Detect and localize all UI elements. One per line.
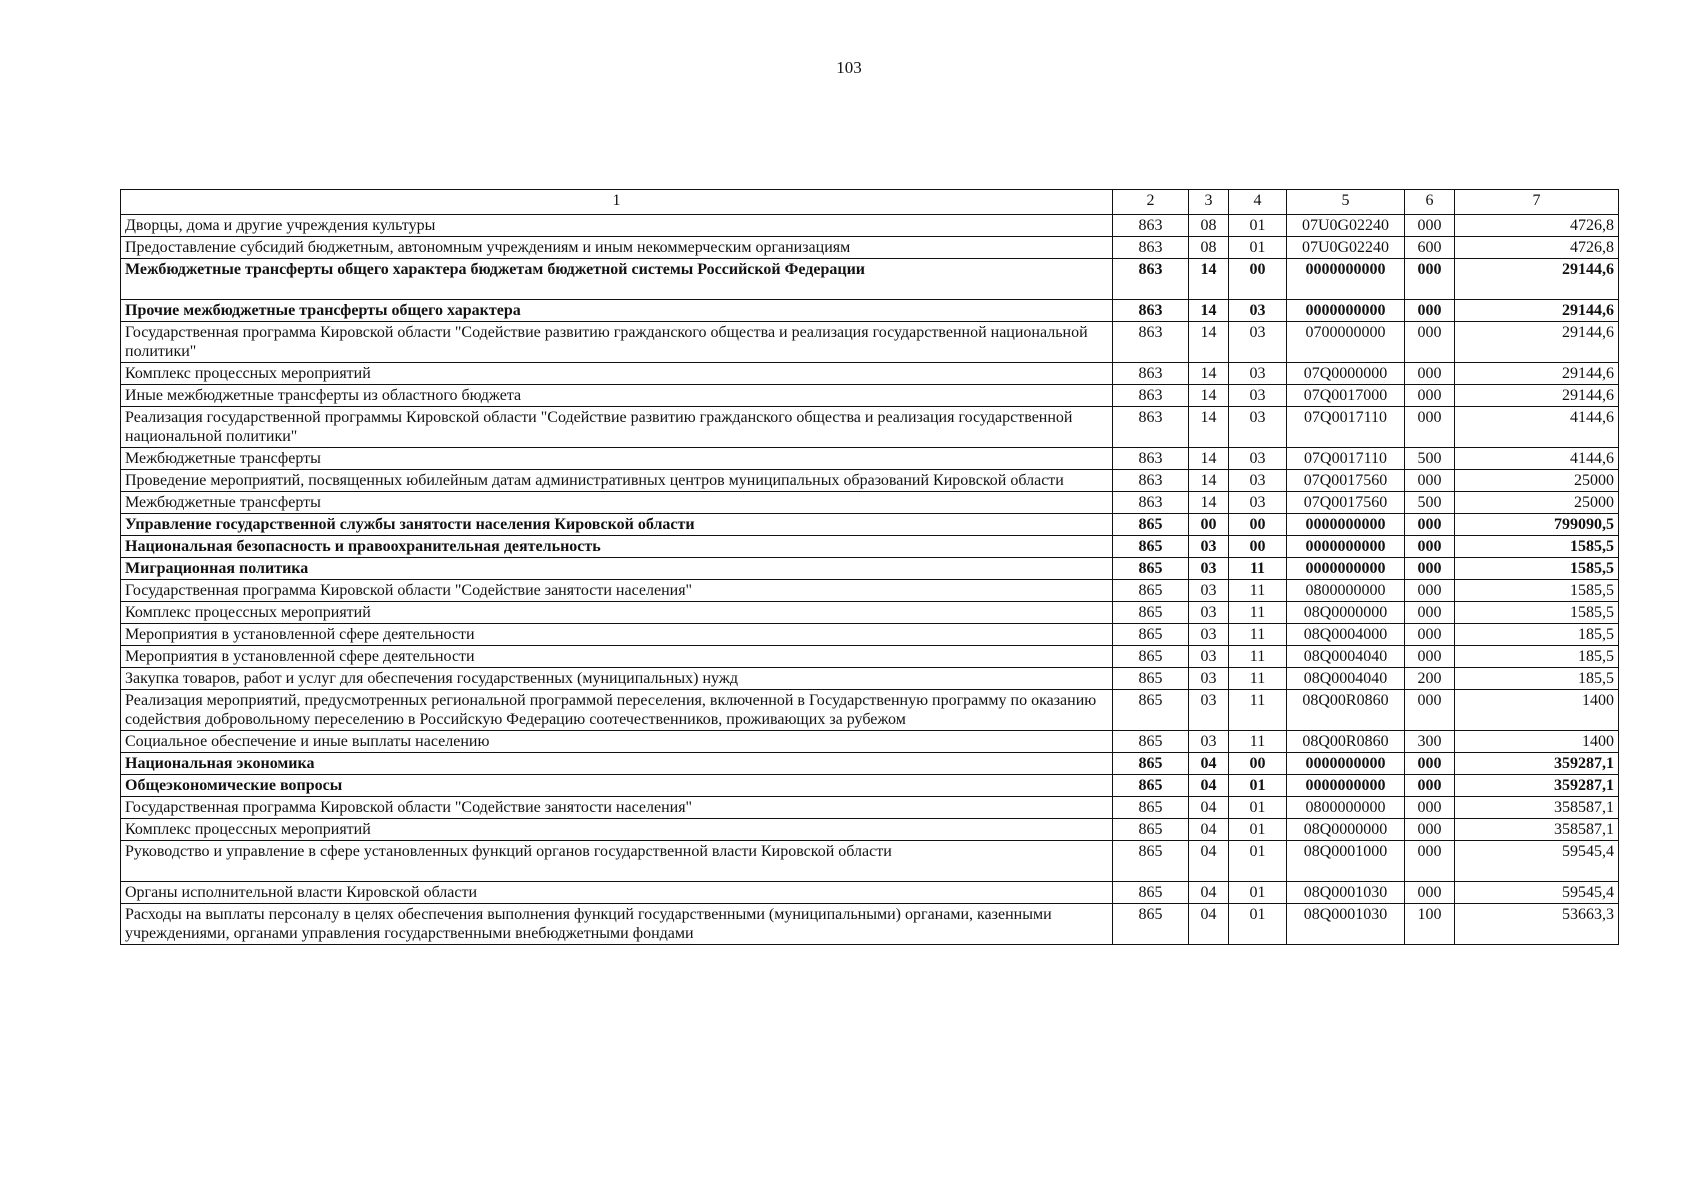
target-article-cell: 08Q0004040 [1287, 668, 1405, 690]
amount-cell: 59545,4 [1455, 882, 1619, 904]
row-name-cell: Государственная программа Кировской области "Содействие развитию гражданского общества и реализация государственной национальной политики" [121, 322, 1113, 363]
expense-type-cell: 000 [1405, 407, 1455, 448]
expense-type-cell: 500 [1405, 492, 1455, 514]
amount-cell: 29144,6 [1455, 363, 1619, 385]
table-row [121, 797, 1619, 819]
expense-type-cell: 000 [1405, 646, 1455, 668]
expense-type-cell: 200 [1405, 668, 1455, 690]
subsection-code-cell: 00 [1229, 259, 1287, 300]
ministry-code-cell: 865 [1113, 819, 1189, 841]
expense-type-cell: 000 [1405, 602, 1455, 624]
ministry-code-cell: 863 [1113, 385, 1189, 407]
section-code-cell: 14 [1189, 259, 1229, 300]
target-article-cell: 0000000000 [1287, 558, 1405, 580]
subsection-code-cell: 03 [1229, 363, 1287, 385]
expense-type-cell: 100 [1405, 904, 1455, 945]
ministry-code-cell: 865 [1113, 882, 1189, 904]
table-row [121, 753, 1619, 775]
ministry-code-cell: 865 [1113, 602, 1189, 624]
ministry-code-cell: 865 [1113, 797, 1189, 819]
expense-type-cell: 600 [1405, 237, 1455, 259]
table-row [121, 300, 1619, 322]
amount-cell: 53663,3 [1455, 904, 1619, 945]
row-name-cell: Органы исполнительной власти Кировской области [121, 882, 1113, 904]
row-name-cell: Руководство и управление в сфере установленных функций органов государственной власти Кировской области [121, 841, 1113, 882]
expense-type-cell: 000 [1405, 580, 1455, 602]
ministry-code-cell: 865 [1113, 690, 1189, 731]
table-row [121, 363, 1619, 385]
ministry-code-cell: 865 [1113, 514, 1189, 536]
row-name-cell: Комплекс процессных мероприятий [121, 602, 1113, 624]
section-code-cell: 14 [1189, 322, 1229, 363]
ministry-code-cell: 865 [1113, 841, 1189, 882]
table-header-row [121, 190, 1619, 215]
target-article-cell: 0000000000 [1287, 775, 1405, 797]
subsection-code-cell: 11 [1229, 624, 1287, 646]
row-name-cell: Предоставление субсидий бюджетным, автономным учреждениям и иным некоммерческим организациям [121, 237, 1113, 259]
section-code-cell: 03 [1189, 558, 1229, 580]
row-name-cell: Мероприятия в установленной сфере деятельности [121, 646, 1113, 668]
subsection-code-cell: 11 [1229, 668, 1287, 690]
expense-type-cell: 500 [1405, 448, 1455, 470]
target-article-cell: 08Q0001000 [1287, 841, 1405, 882]
budget-table [120, 189, 1619, 945]
target-article-cell: 0700000000 [1287, 322, 1405, 363]
table-row [121, 904, 1619, 945]
page-number: 103 [836, 58, 862, 77]
table-row [121, 819, 1619, 841]
table-row [121, 470, 1619, 492]
target-article-cell: 08Q00R0860 [1287, 731, 1405, 753]
amount-cell: 4144,6 [1455, 448, 1619, 470]
row-name-cell: Реализация мероприятий, предусмотренных региональной программой переселения, включенной в Государственную программу по оказанию содействия добровольному переселению в Российскую Федерацию соотечественников, проживающих за рубежом [121, 690, 1113, 731]
subsection-code-cell: 11 [1229, 690, 1287, 731]
target-article-cell: 0800000000 [1287, 580, 1405, 602]
ministry-code-cell: 863 [1113, 470, 1189, 492]
expense-type-cell: 000 [1405, 753, 1455, 775]
table-row [121, 731, 1619, 753]
target-article-cell: 07Q0000000 [1287, 363, 1405, 385]
table-row [121, 690, 1619, 731]
ministry-code-cell: 863 [1113, 300, 1189, 322]
amount-cell: 25000 [1455, 470, 1619, 492]
row-name-cell: Реализация государственной программы Кировской области "Содействие развитию гражданского общества и реализация государственной национальной политики" [121, 407, 1113, 448]
table-row [121, 624, 1619, 646]
column-header: 4 [1229, 190, 1287, 215]
amount-cell: 29144,6 [1455, 300, 1619, 322]
section-code-cell: 14 [1189, 363, 1229, 385]
ministry-code-cell: 863 [1113, 448, 1189, 470]
subsection-code-cell: 03 [1229, 492, 1287, 514]
subsection-code-cell: 01 [1229, 797, 1287, 819]
target-article-cell: 08Q0004000 [1287, 624, 1405, 646]
subsection-code-cell: 03 [1229, 448, 1287, 470]
row-name-cell: Общеэкономические вопросы [121, 775, 1113, 797]
column-header: 2 [1113, 190, 1189, 215]
expense-type-cell: 000 [1405, 690, 1455, 731]
table-row [121, 775, 1619, 797]
expense-type-cell: 000 [1405, 797, 1455, 819]
ministry-code-cell: 865 [1113, 904, 1189, 945]
expense-type-cell: 000 [1405, 624, 1455, 646]
row-name-cell: Управление государственной службы занятости населения Кировской области [121, 514, 1113, 536]
column-header: 7 [1455, 190, 1619, 215]
target-article-cell: 07Q0017560 [1287, 470, 1405, 492]
target-article-cell: 0000000000 [1287, 300, 1405, 322]
target-article-cell: 08Q0001030 [1287, 904, 1405, 945]
row-name-cell: Национальная экономика [121, 753, 1113, 775]
row-name-cell: Комплекс процессных мероприятий [121, 363, 1113, 385]
subsection-code-cell: 00 [1229, 514, 1287, 536]
section-code-cell: 04 [1189, 841, 1229, 882]
row-name-cell: Миграционная политика [121, 558, 1113, 580]
subsection-code-cell: 11 [1229, 602, 1287, 624]
row-name-cell: Дворцы, дома и другие учреждения культуры [121, 215, 1113, 237]
section-code-cell: 14 [1189, 300, 1229, 322]
table-row [121, 492, 1619, 514]
table-row [121, 646, 1619, 668]
table-row [121, 514, 1619, 536]
ministry-code-cell: 863 [1113, 363, 1189, 385]
section-code-cell: 03 [1189, 668, 1229, 690]
subsection-code-cell: 01 [1229, 237, 1287, 259]
ministry-code-cell: 865 [1113, 731, 1189, 753]
amount-cell: 185,5 [1455, 668, 1619, 690]
ministry-code-cell: 865 [1113, 536, 1189, 558]
table-row [121, 322, 1619, 363]
section-code-cell: 03 [1189, 731, 1229, 753]
ministry-code-cell: 865 [1113, 558, 1189, 580]
row-name-cell: Социальное обеспечение и иные выплаты населению [121, 731, 1113, 753]
target-article-cell: 08Q0004040 [1287, 646, 1405, 668]
section-code-cell: 04 [1189, 882, 1229, 904]
expense-type-cell: 000 [1405, 819, 1455, 841]
row-name-cell: Иные межбюджетные трансферты из областного бюджета [121, 385, 1113, 407]
subsection-code-cell: 11 [1229, 558, 1287, 580]
target-article-cell: 0000000000 [1287, 753, 1405, 775]
section-code-cell: 04 [1189, 753, 1229, 775]
amount-cell: 59545,4 [1455, 841, 1619, 882]
amount-cell: 29144,6 [1455, 259, 1619, 300]
row-name-cell: Прочие межбюджетные трансферты общего характера [121, 300, 1113, 322]
amount-cell: 185,5 [1455, 624, 1619, 646]
subsection-code-cell: 03 [1229, 407, 1287, 448]
subsection-code-cell: 03 [1229, 300, 1287, 322]
subsection-code-cell: 01 [1229, 841, 1287, 882]
expense-type-cell: 000 [1405, 558, 1455, 580]
amount-cell: 25000 [1455, 492, 1619, 514]
table-row [121, 602, 1619, 624]
subsection-code-cell: 11 [1229, 731, 1287, 753]
section-code-cell: 04 [1189, 797, 1229, 819]
amount-cell: 185,5 [1455, 646, 1619, 668]
amount-cell: 359287,1 [1455, 775, 1619, 797]
amount-cell: 29144,6 [1455, 322, 1619, 363]
section-code-cell: 14 [1189, 492, 1229, 514]
section-code-cell: 04 [1189, 819, 1229, 841]
subsection-code-cell: 11 [1229, 580, 1287, 602]
target-article-cell: 07Q0017560 [1287, 492, 1405, 514]
expense-type-cell: 000 [1405, 882, 1455, 904]
target-article-cell: 08Q0000000 [1287, 602, 1405, 624]
amount-cell: 358587,1 [1455, 819, 1619, 841]
table-row [121, 882, 1619, 904]
expense-type-cell: 000 [1405, 514, 1455, 536]
row-name-cell: Мероприятия в установленной сфере деятельности [121, 624, 1113, 646]
section-code-cell: 08 [1189, 215, 1229, 237]
expense-type-cell: 000 [1405, 775, 1455, 797]
expense-type-cell: 000 [1405, 363, 1455, 385]
table-row [121, 407, 1619, 448]
table-row [121, 259, 1619, 300]
section-code-cell: 03 [1189, 580, 1229, 602]
target-article-cell: 07U0G02240 [1287, 237, 1405, 259]
section-code-cell: 03 [1189, 624, 1229, 646]
section-code-cell: 04 [1189, 904, 1229, 945]
row-name-cell: Государственная программа Кировской области "Содействие занятости населения" [121, 580, 1113, 602]
table-row [121, 448, 1619, 470]
amount-cell: 29144,6 [1455, 385, 1619, 407]
amount-cell: 4144,6 [1455, 407, 1619, 448]
ministry-code-cell: 865 [1113, 668, 1189, 690]
amount-cell: 1585,5 [1455, 602, 1619, 624]
row-name-cell: Межбюджетные трансферты [121, 492, 1113, 514]
ministry-code-cell: 863 [1113, 492, 1189, 514]
amount-cell: 4726,8 [1455, 215, 1619, 237]
amount-cell: 1585,5 [1455, 580, 1619, 602]
expense-type-cell: 000 [1405, 841, 1455, 882]
subsection-code-cell: 01 [1229, 775, 1287, 797]
table-row [121, 385, 1619, 407]
expense-type-cell: 000 [1405, 259, 1455, 300]
expense-type-cell: 000 [1405, 385, 1455, 407]
row-name-cell: Межбюджетные трансферты общего характера бюджетам бюджетной системы Российской Федерации [121, 259, 1113, 300]
table-row [121, 237, 1619, 259]
amount-cell: 358587,1 [1455, 797, 1619, 819]
expense-type-cell: 300 [1405, 731, 1455, 753]
table-row [121, 215, 1619, 237]
ministry-code-cell: 865 [1113, 580, 1189, 602]
target-article-cell: 0000000000 [1287, 259, 1405, 300]
row-name-cell: Национальная безопасность и правоохранительная деятельность [121, 536, 1113, 558]
section-code-cell: 04 [1189, 775, 1229, 797]
amount-cell: 1585,5 [1455, 558, 1619, 580]
table-row [121, 580, 1619, 602]
ministry-code-cell: 865 [1113, 753, 1189, 775]
subsection-code-cell: 01 [1229, 819, 1287, 841]
ministry-code-cell: 863 [1113, 259, 1189, 300]
subsection-code-cell: 11 [1229, 646, 1287, 668]
row-name-cell: Проведение мероприятий, посвященных юбилейным датам административных центров муниципальных образований Кировской области [121, 470, 1113, 492]
section-code-cell: 03 [1189, 690, 1229, 731]
target-article-cell: 07Q0017000 [1287, 385, 1405, 407]
row-name-cell: Межбюджетные трансферты [121, 448, 1113, 470]
subsection-code-cell: 00 [1229, 753, 1287, 775]
amount-cell: 1585,5 [1455, 536, 1619, 558]
expense-type-cell: 000 [1405, 536, 1455, 558]
section-code-cell: 14 [1189, 448, 1229, 470]
target-article-cell: 08Q0001030 [1287, 882, 1405, 904]
expense-type-cell: 000 [1405, 470, 1455, 492]
row-name-cell: Комплекс процессных мероприятий [121, 819, 1113, 841]
target-article-cell: 0000000000 [1287, 514, 1405, 536]
subsection-code-cell: 01 [1229, 882, 1287, 904]
table-row [121, 668, 1619, 690]
section-code-cell: 03 [1189, 536, 1229, 558]
expense-type-cell: 000 [1405, 300, 1455, 322]
expense-type-cell: 000 [1405, 215, 1455, 237]
target-article-cell: 08Q00R0860 [1287, 690, 1405, 731]
target-article-cell: 08Q0000000 [1287, 819, 1405, 841]
ministry-code-cell: 863 [1113, 322, 1189, 363]
target-article-cell: 07Q0017110 [1287, 448, 1405, 470]
subsection-code-cell: 03 [1229, 322, 1287, 363]
table-row [121, 536, 1619, 558]
section-code-cell: 08 [1189, 237, 1229, 259]
subsection-code-cell: 01 [1229, 904, 1287, 945]
section-code-cell: 14 [1189, 470, 1229, 492]
table-body [121, 215, 1619, 945]
target-article-cell: 07U0G02240 [1287, 215, 1405, 237]
target-article-cell: 0000000000 [1287, 536, 1405, 558]
ministry-code-cell: 865 [1113, 624, 1189, 646]
target-article-cell: 0800000000 [1287, 797, 1405, 819]
subsection-code-cell: 03 [1229, 385, 1287, 407]
row-name-cell: Расходы на выплаты персоналу в целях обеспечения выполнения функций государственными (муниципальными) органами, казенными учреждениями, органами управления государственными внебюджетными фондами [121, 904, 1113, 945]
ministry-code-cell: 863 [1113, 215, 1189, 237]
ministry-code-cell: 865 [1113, 775, 1189, 797]
row-name-cell: Государственная программа Кировской области "Содействие занятости населения" [121, 797, 1113, 819]
section-code-cell: 00 [1189, 514, 1229, 536]
subsection-code-cell: 03 [1229, 470, 1287, 492]
row-name-cell: Закупка товаров, работ и услуг для обеспечения государственных (муниципальных) нужд [121, 668, 1113, 690]
ministry-code-cell: 863 [1113, 237, 1189, 259]
amount-cell: 799090,5 [1455, 514, 1619, 536]
section-code-cell: 14 [1189, 385, 1229, 407]
table-row [121, 841, 1619, 882]
expense-type-cell: 000 [1405, 322, 1455, 363]
amount-cell: 1400 [1455, 690, 1619, 731]
target-article-cell: 07Q0017110 [1287, 407, 1405, 448]
section-code-cell: 03 [1189, 602, 1229, 624]
subsection-code-cell: 00 [1229, 536, 1287, 558]
column-header: 6 [1405, 190, 1455, 215]
subsection-code-cell: 01 [1229, 215, 1287, 237]
section-code-cell: 03 [1189, 646, 1229, 668]
column-header: 3 [1189, 190, 1229, 215]
section-code-cell: 14 [1189, 407, 1229, 448]
amount-cell: 359287,1 [1455, 753, 1619, 775]
ministry-code-cell: 865 [1113, 646, 1189, 668]
column-header: 1 [121, 190, 1113, 215]
amount-cell: 1400 [1455, 731, 1619, 753]
table-row [121, 558, 1619, 580]
ministry-code-cell: 863 [1113, 407, 1189, 448]
column-header: 5 [1287, 190, 1405, 215]
amount-cell: 4726,8 [1455, 237, 1619, 259]
